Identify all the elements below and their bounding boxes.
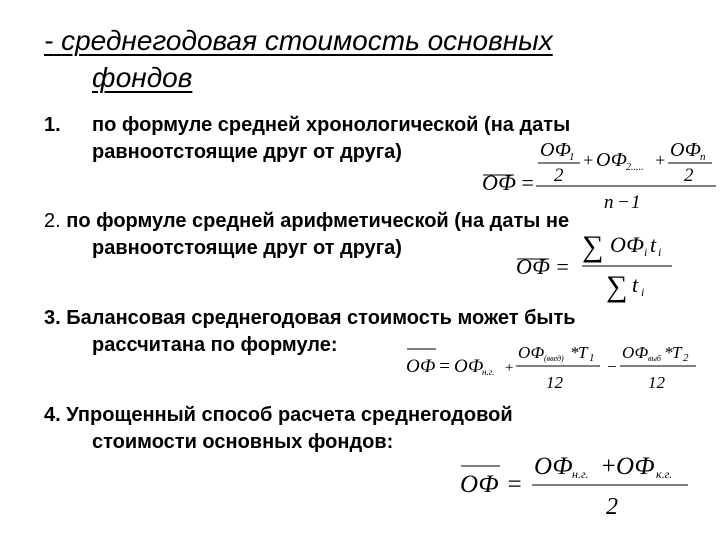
formula-balance — [404, 340, 714, 396]
f4-plus: + — [600, 453, 617, 480]
f2-lhs: ОФ — [516, 254, 550, 279]
item-text-line-1: по формуле средней арифметической (на даты не — [66, 210, 570, 232]
f3-b-T: T — [672, 343, 682, 362]
f1-t1: ОФ — [540, 139, 571, 161]
f3-a-den: 12 — [546, 373, 563, 392]
f1-d1: 2 — [554, 165, 564, 186]
formula-arithmetic — [512, 226, 682, 302]
f3-b-T-sub: 2 — [683, 352, 689, 364]
f4-a: ОФ — [534, 453, 573, 480]
item-text-line-1: Упрощенный способ расчета среднегодовой — [66, 404, 513, 426]
slide-title — [44, 22, 553, 96]
f4-eq: = — [506, 471, 523, 498]
f1-eq: = — [520, 170, 535, 195]
formula-simplified — [456, 452, 696, 524]
item-text-line-2: рассчитана по формуле: — [92, 334, 338, 356]
f1-t3: ОФ — [670, 139, 701, 161]
item-number: 4. — [44, 404, 61, 426]
f2-den-t-sub: i — [641, 285, 645, 299]
item-text-line-2: стоимости основных фондов: — [92, 431, 394, 453]
f2-sigma: ∑ — [582, 230, 604, 263]
f2-num-t: t — [650, 232, 657, 257]
f2-num: ОФ — [610, 232, 644, 257]
f3-b: ОФ — [622, 343, 649, 362]
formula-chronological — [478, 136, 718, 212]
title-dash: - — [44, 25, 54, 56]
f1-t1-sub: 1 — [569, 151, 575, 163]
f3-a-star: * — [570, 343, 579, 362]
item-text-line-1: Балансовая среднегодовая стоимость может быть — [66, 307, 576, 329]
f3-minus: − — [606, 357, 618, 376]
f1-den-1: 1 — [631, 192, 641, 213]
f3-a-T-sub: 1 — [589, 352, 595, 364]
f4-den: 2 — [606, 494, 618, 520]
f3-b-den: 12 — [648, 373, 665, 392]
f1-t2: ОФ — [596, 149, 627, 171]
item-number: 3. — [44, 307, 61, 329]
title-line-2: фондов — [92, 62, 193, 93]
f1-t2-sub: 2..... — [626, 162, 644, 173]
f1-lhs: ОФ — [482, 170, 516, 195]
f3-lhs: ОФ — [406, 356, 436, 377]
f3-b-sub: выб — [648, 354, 661, 363]
f3-a: ОФ — [518, 343, 545, 362]
f3-plus: + — [504, 360, 515, 376]
f2-num-sub: i — [644, 245, 648, 259]
f3-eq: = — [438, 356, 451, 377]
f4-b-sub: к.г. — [656, 467, 673, 481]
f2-eq: = — [555, 254, 570, 279]
item-text-line-1: по формуле средней хронологической (на даты — [92, 114, 571, 136]
f3-a-sub: (введ) — [544, 354, 564, 363]
f3-b-star: * — [664, 343, 673, 362]
f1-plus2: + — [654, 150, 667, 170]
item-text-line-2: равноотстоящие друг от друга) — [92, 237, 402, 259]
f4-b: ОФ — [616, 453, 655, 480]
f2-den-sigma: ∑ — [606, 270, 628, 303]
f1-plus: + — [582, 150, 595, 170]
item-number: 2. — [44, 210, 61, 232]
f4-a-sub: н.г. — [572, 467, 589, 481]
f3-base: ОФ — [454, 356, 484, 377]
title-line-1: среднегодовая стоимость основных — [61, 25, 553, 56]
f3-base-sub: н.г. — [482, 367, 495, 377]
item-text-line-2: равноотстоящие друг от друга) — [92, 141, 402, 163]
f3-a-T: T — [578, 343, 588, 362]
f1-den-minus: − — [617, 192, 630, 213]
f1-t3-sub: n — [700, 151, 706, 163]
f2-num-t-sub: i — [658, 245, 662, 259]
f2-den-t: t — [632, 272, 639, 297]
f1-d3: 2 — [684, 165, 694, 186]
item-number: 1. — [44, 114, 61, 136]
f1-den-n: n — [604, 192, 614, 213]
list-item-4 — [44, 402, 704, 456]
f4-lhs: ОФ — [460, 471, 499, 498]
